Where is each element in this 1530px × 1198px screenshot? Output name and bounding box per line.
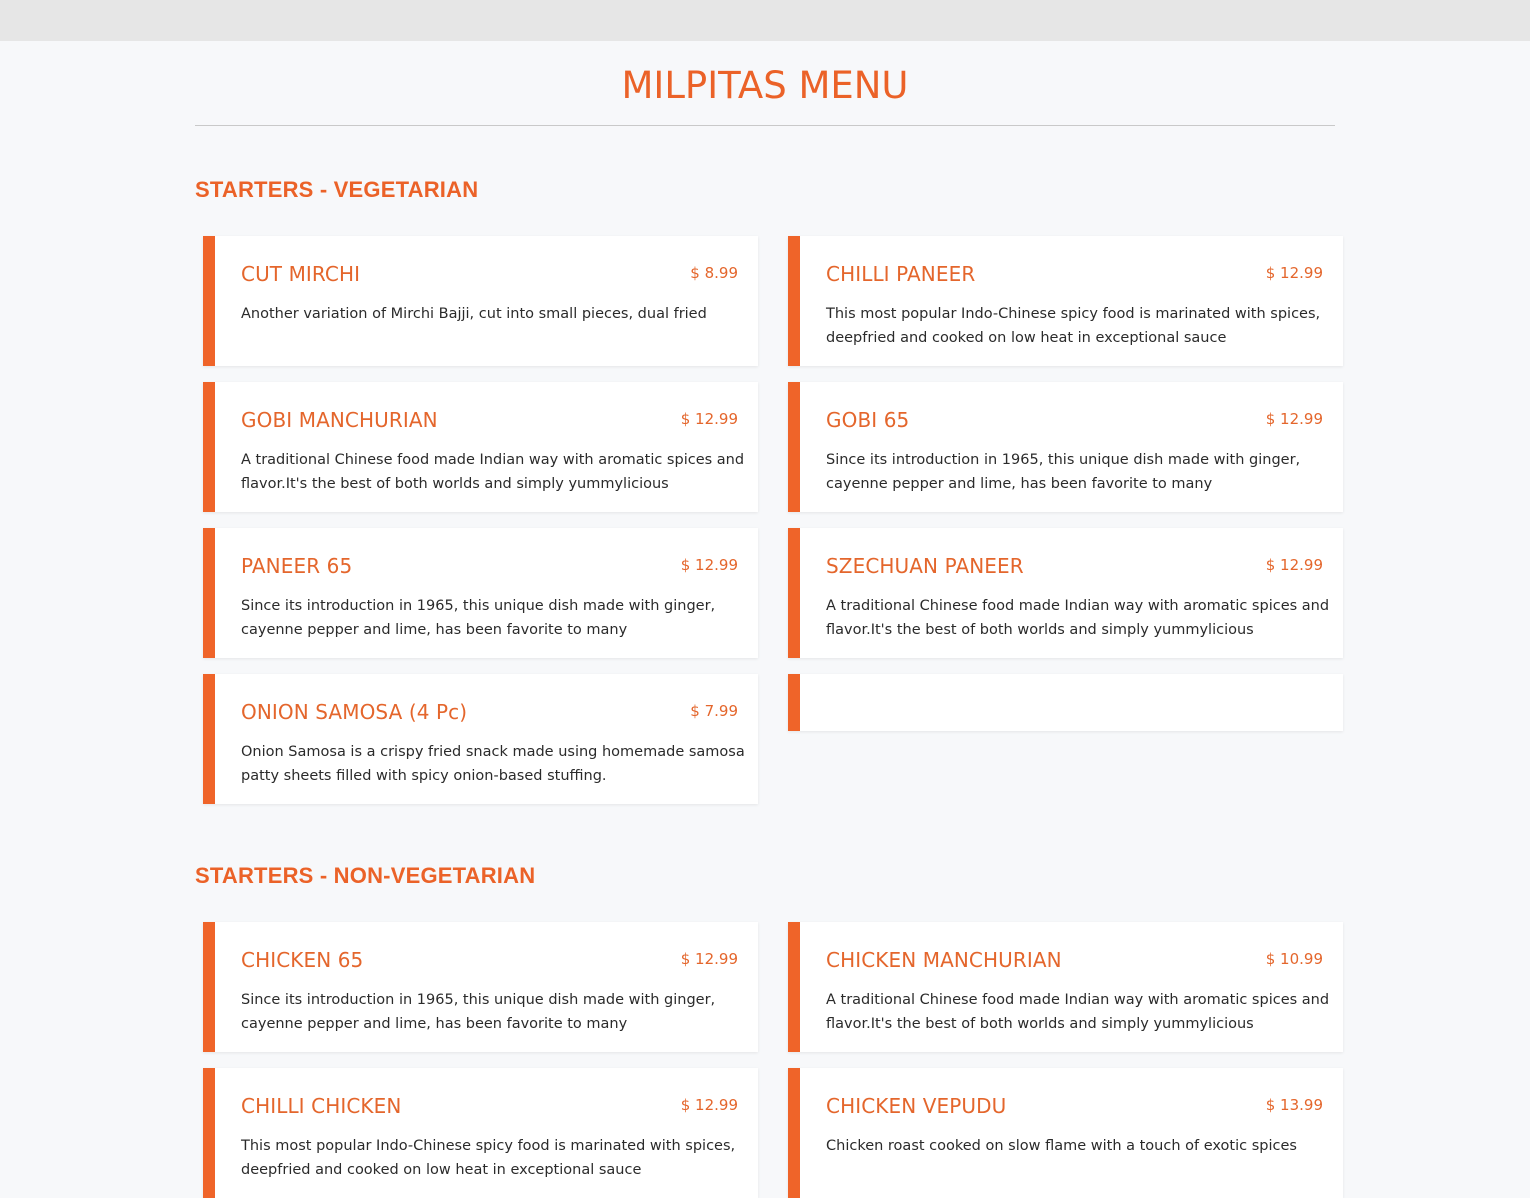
dish-name: GOBI 65 <box>826 408 910 432</box>
dish-price: $ 7.99 <box>690 702 738 720</box>
menu-page <box>195 41 1335 1178</box>
menu-item-card[interactable] <box>203 236 758 366</box>
dish-price: $ 12.99 <box>1265 556 1323 574</box>
dish-name: PANEER 65 <box>241 554 353 578</box>
section-heading-non-vegetarian: STARTERS - NON-VEGETARIAN <box>195 863 536 888</box>
dish-description: Chicken roast cooked on slow flame with a touch of exotic spices <box>826 1138 1297 1154</box>
empty-menu-card <box>788 674 1343 731</box>
page-title: MILPITAS MENU <box>621 64 909 107</box>
dish-description: This most popular Indo-Chinese spicy food is marinated with spices, deepfried and cooked on low heat in exceptional sauce <box>241 1138 736 1178</box>
dish-name: CUT MIRCHI <box>241 262 361 286</box>
section-heading-vegetarian: STARTERS - VEGETARIAN <box>195 177 479 202</box>
dish-name: SZECHUAN PANEER <box>826 554 1024 578</box>
title-divider <box>195 125 1335 126</box>
dish-price: $ 8.99 <box>690 264 738 282</box>
dish-description: Onion Samosa is a crispy fried snack made using homemade samosa patty sheets filled with spicy onion-based stuffing. <box>241 744 745 784</box>
top-bar <box>0 0 1530 41</box>
dish-name: CHILLI PANEER <box>826 262 976 286</box>
dish-price: $ 12.99 <box>680 410 738 428</box>
dish-price: $ 10.99 <box>1265 950 1323 968</box>
menu-item-card[interactable] <box>788 1068 1343 1198</box>
dish-name: CHICKEN 65 <box>241 948 364 972</box>
menu-item-card[interactable] <box>203 674 758 804</box>
dish-name: CHILLI CHICKEN <box>241 1094 402 1118</box>
menu-item-card[interactable] <box>203 922 758 1052</box>
dish-price: $ 12.99 <box>680 1096 738 1114</box>
dish-description: A traditional Chinese food made Indian way with aromatic spices and flavor.It's the best of both worlds and simply yummylicious <box>826 992 1330 1032</box>
dish-name: ONION SAMOSA (4 Pc) <box>241 700 468 724</box>
dish-description: This most popular Indo-Chinese spicy food is marinated with spices, deepfried and cooked on low heat in exceptional sauce <box>826 306 1321 346</box>
menu-item-card[interactable] <box>788 922 1343 1052</box>
menu-item-card[interactable] <box>788 382 1343 512</box>
dish-description: Since its introduction in 1965, this unique dish made with ginger, cayenne pepper and lime, has been favorite to many <box>241 598 716 638</box>
dish-price: $ 12.99 <box>680 556 738 574</box>
menu-item-card[interactable] <box>203 1068 758 1198</box>
dish-price: $ 12.99 <box>1265 410 1323 428</box>
dish-description: A traditional Chinese food made Indian way with aromatic spices and flavor.It's the best of both worlds and simply yummylicious <box>241 452 745 492</box>
dish-name: GOBI MANCHURIAN <box>241 408 438 432</box>
dish-description: Since its introduction in 1965, this unique dish made with ginger, cayenne pepper and lime, has been favorite to many <box>826 452 1301 492</box>
menu-item-card[interactable] <box>788 528 1343 658</box>
dish-description: A traditional Chinese food made Indian way with aromatic spices and flavor.It's the best of both worlds and simply yummylicious <box>826 598 1330 638</box>
menu-item-card[interactable] <box>203 382 758 512</box>
menu-item-card[interactable] <box>203 528 758 658</box>
dish-name: CHICKEN VEPUDU <box>826 1094 1007 1118</box>
menu-item-card[interactable] <box>788 236 1343 366</box>
dish-description: Since its introduction in 1965, this unique dish made with ginger, cayenne pepper and lime, has been favorite to many <box>241 992 716 1032</box>
dish-name: CHICKEN MANCHURIAN <box>826 948 1062 972</box>
dish-price: $ 12.99 <box>1265 264 1323 282</box>
dish-price: $ 12.99 <box>680 950 738 968</box>
dish-description: Another variation of Mirchi Bajji, cut into small pieces, dual fried <box>241 306 707 322</box>
dish-price: $ 13.99 <box>1265 1096 1323 1114</box>
